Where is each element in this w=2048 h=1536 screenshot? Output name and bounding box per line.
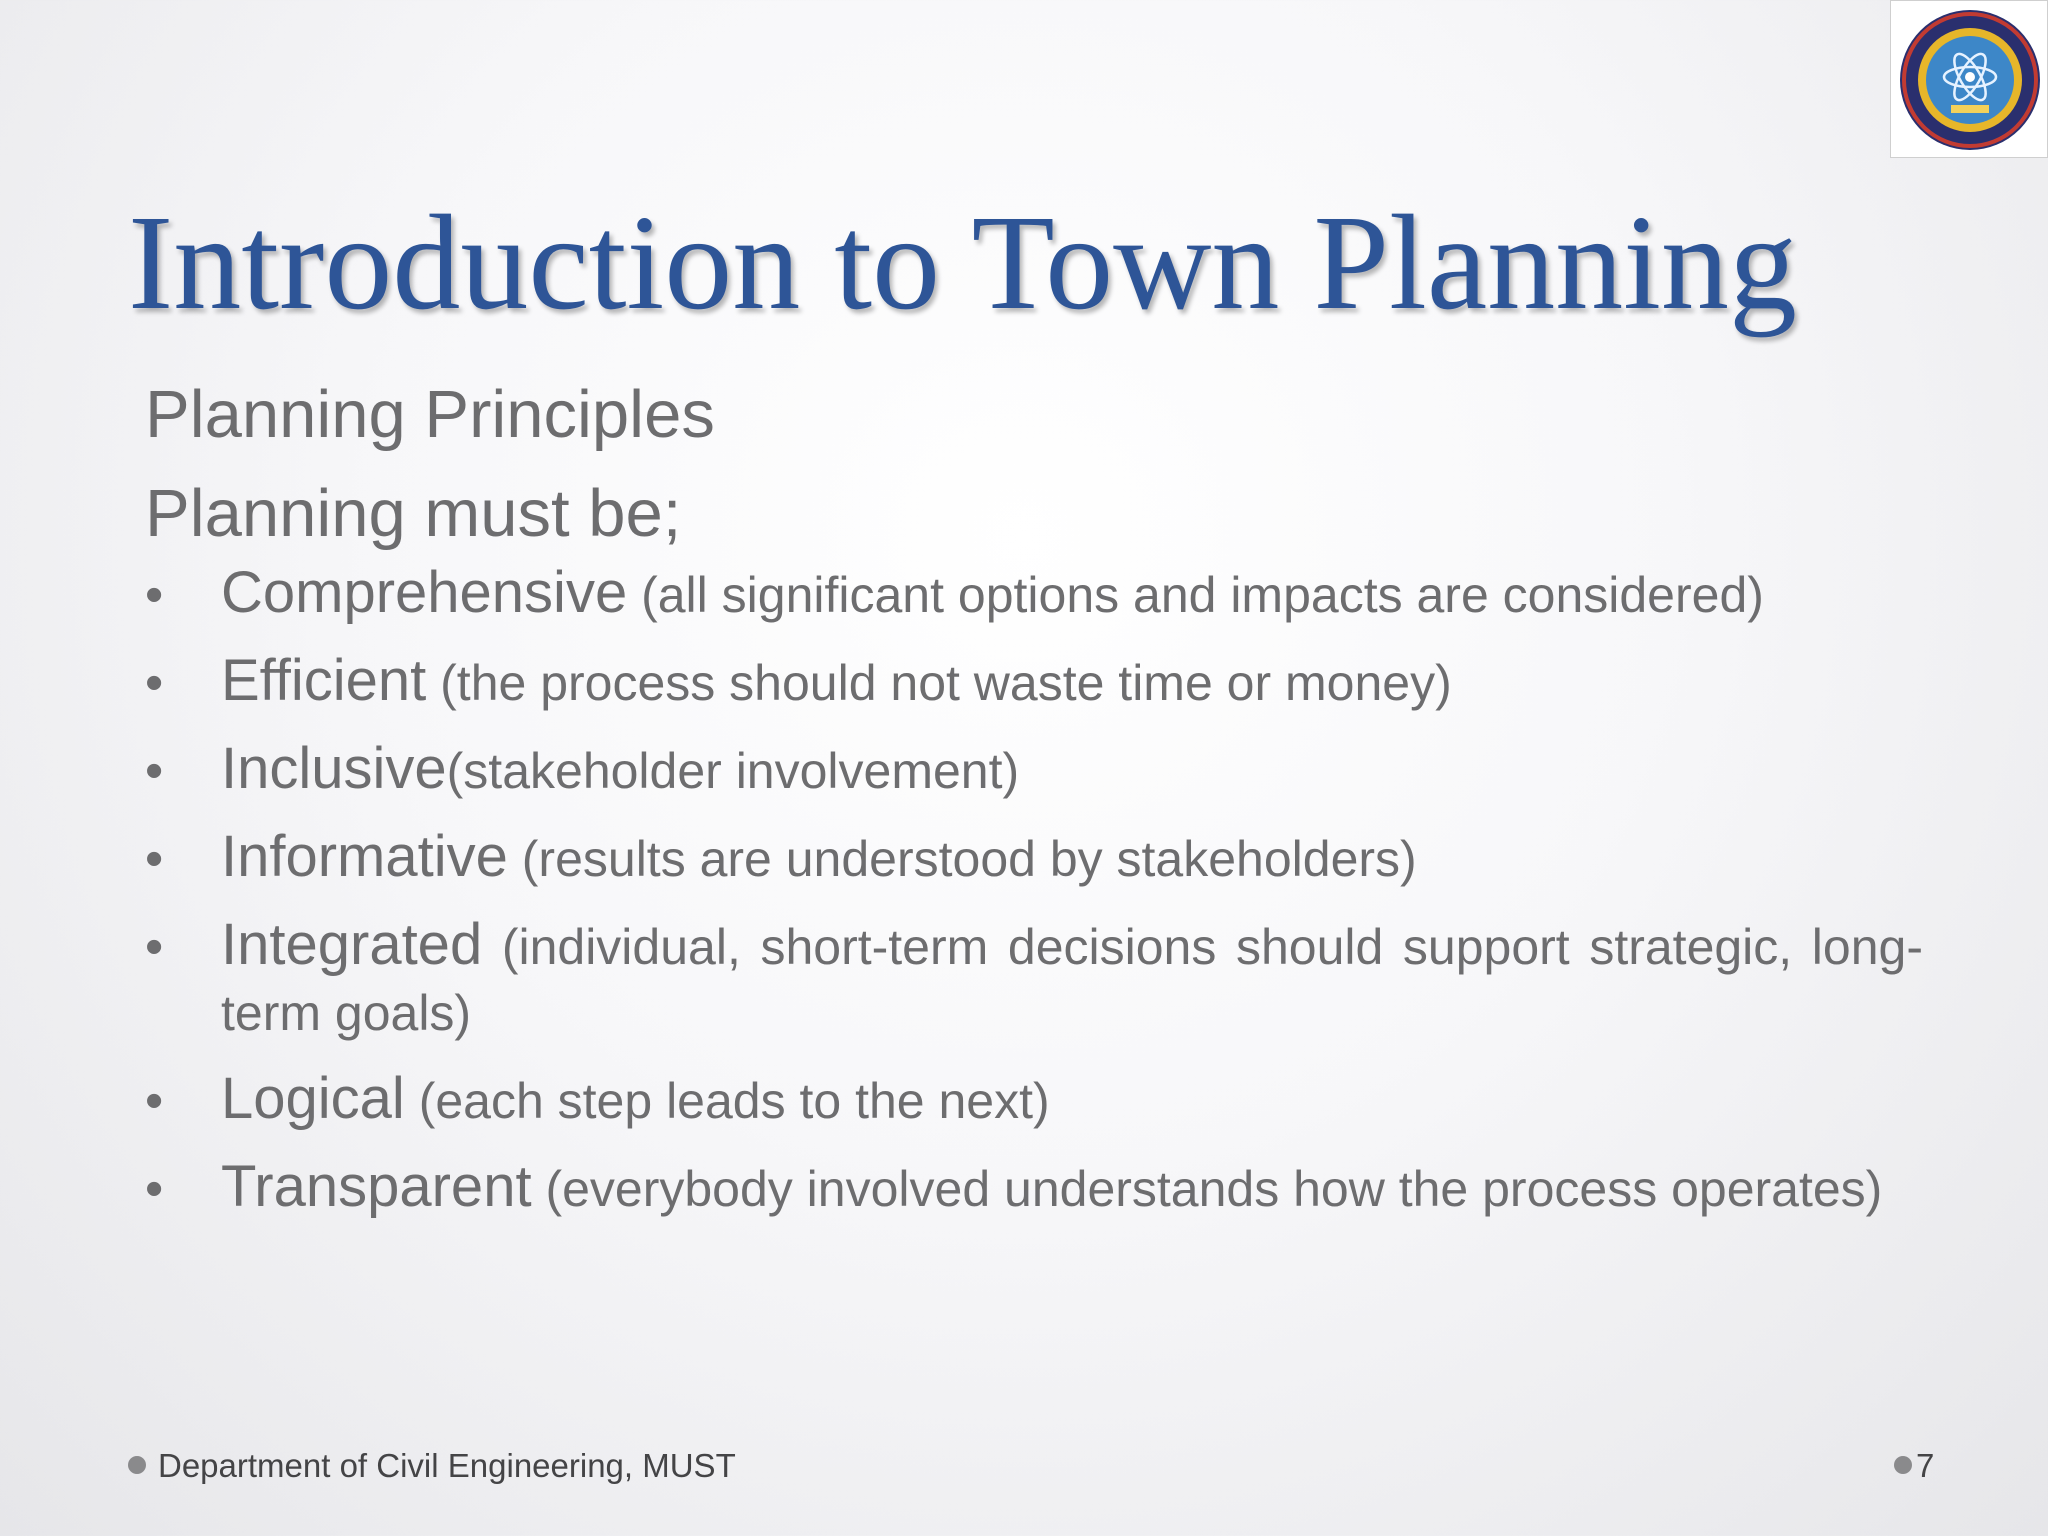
list-item [145,824,1923,892]
lead-text: Planning must be; [145,476,682,551]
page-number [1894,1442,1934,1490]
slide-title: Introduction to Town Planning [128,188,1797,338]
footer-text: Department of Civil Engineering, MUST [158,1447,736,1484]
footer-dot-icon [128,1456,146,1474]
principle-description: (the process should not waste time or money) [426,655,1452,711]
list-item [145,648,1923,716]
list-item [145,736,1923,804]
page-number-text: 7 [1916,1447,1935,1484]
list-item [145,1066,1923,1134]
university-seal-icon [1891,1,2048,159]
list-item [145,560,1923,628]
page-dot-icon [1894,1456,1912,1474]
principle-description: (results are understood by stakeholders) [507,831,1417,887]
university-logo [1890,0,2048,158]
bullet-icon: • [145,918,164,976]
bullet-icon: • [145,830,164,888]
bullet-icon: • [145,1160,164,1218]
principle-term: Transparent [221,1154,532,1219]
principle-term: Logical [221,1066,405,1131]
principle-description: (everybody involved understands how the process operates) [531,1161,1883,1217]
principle-term: Efficient [221,648,427,713]
principle-description: (each step leads to the next) [404,1073,1050,1129]
bullet-icon: • [145,566,164,624]
principle-term: Integrated [221,912,483,977]
principle-term: Informative [221,824,508,889]
principle-description: (individual, short-term decisions should support strategic, long-term goals) [221,919,1923,1041]
list-item [145,1154,1923,1222]
slide-footer [128,1442,736,1490]
bullet-icon: • [145,654,164,712]
principle-term: Inclusive [221,736,447,801]
bullet-icon: • [145,742,164,800]
section-heading: Planning Principles [145,377,715,452]
bullet-icon: • [145,1072,164,1130]
principle-term: Comprehensive [221,560,628,625]
principles-list [145,560,1923,1242]
list-item [145,912,1923,1046]
principle-description: (all significant options and impacts are considered) [627,567,1764,623]
principle-description: (stakeholder involvement) [446,743,1020,799]
